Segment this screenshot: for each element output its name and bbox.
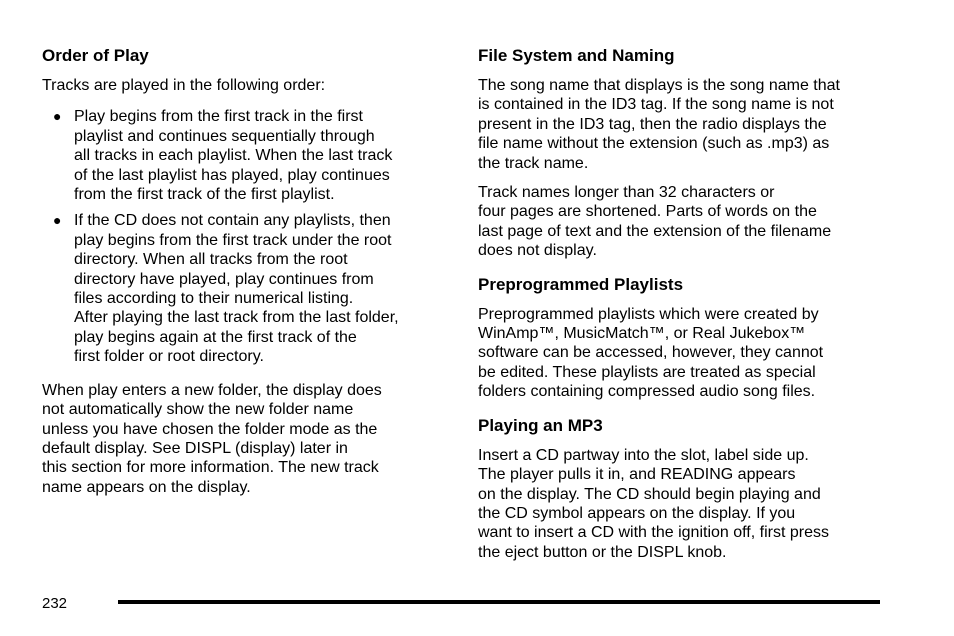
- file-system-paragraph-1: The song name that displays is the song name that is contained in the ID3 tag. If the song name is not present in the ID3 tag, then the radio displays the file name without the extension (such as .mp3) as the track name.: [478, 77, 840, 172]
- right-column: [478, 44, 880, 574]
- bullet-icon: ●: [53, 212, 62, 229]
- preprogrammed-paragraph: Preprogrammed playlists which were created by WinAmp™, MusicMatch™, or Real Jukebox™ software can be accessed, however, they cannot be edited. These playlists are treated as special folders containing compressed audio song files.: [478, 305, 824, 401]
- order-intro-text: Tracks are played in the following order:: [42, 77, 326, 94]
- file-system-heading: File System and Naming: [478, 46, 675, 65]
- footer-divider: [118, 600, 880, 604]
- page-number: 232: [42, 595, 68, 612]
- bullet-icon: ●: [53, 108, 62, 125]
- folder-paragraph: When play enters a new folder, the display does not automatically show the new folder name unless you have chosen the folder mode as the default display. See DISPL (display) later in this section for more information. The new track name appears on the display.: [42, 381, 382, 496]
- order-of-play-heading: Order of Play: [42, 46, 149, 65]
- file-system-paragraph-2: Track names longer than 32 characters or four pages are shortened. Parts of words on the last page of text and the extension of the filename does not display.: [478, 184, 832, 260]
- playing-mp3-paragraph: Insert a CD partway into the slot, label side up. The player pulls it in, and READING appears on the display. The CD should begin playing and the CD symbol appears on the display. If you want to insert a CD with the ignition off, first press the eject button or the DISPL knob.: [478, 446, 829, 561]
- order-bullet-list: [42, 107, 442, 366]
- list-item: ● If the CD does not contain any playlists, then play begins from the first track under the root directory. When all tracks from the root directory have played, play continues from files according to their numerical listing. After playing the last track from the last folder, play begins again at the first track of the first folder or root directory.: [53, 212, 399, 366]
- left-column: [42, 44, 442, 509]
- preprogrammed-playlists-heading: Preprogrammed Playlists: [478, 274, 684, 294]
- playing-mp3-heading: Playing an MP3: [478, 415, 603, 435]
- list-item: ● Play begins from the first track in the first playlist and continues sequentially through all tracks in each playlist. When the last track of the last playlist has played, play continues from the first track of the first playlist.: [53, 108, 393, 204]
